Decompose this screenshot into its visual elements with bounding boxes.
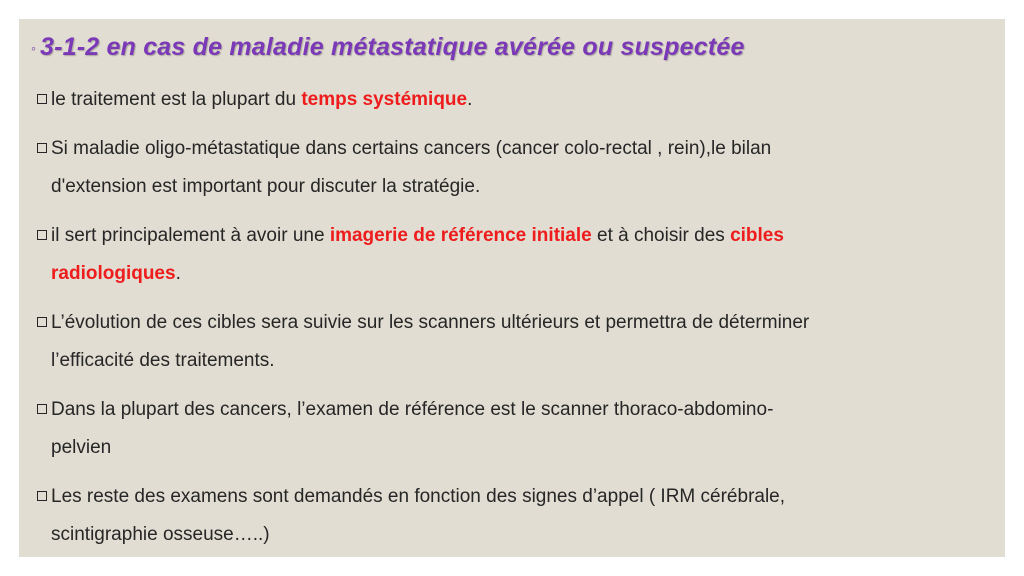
- title-bullet-icon: ◦: [31, 39, 36, 56]
- title-text: 3-1-2 en cas de maladie métastatique avérée ou suspectée: [39, 33, 745, 61]
- bullet-text: il sert principalement à avoir une: [51, 224, 330, 246]
- checkbox-bullet-icon: [37, 491, 47, 501]
- bullet-text: et à choisir des: [591, 224, 731, 246]
- bullet-list: [37, 81, 987, 565]
- highlight-text: imagerie de référence initiale: [329, 224, 592, 246]
- bullet-item-6: [37, 478, 987, 555]
- bullet-text-line-2: d'extension est important pour discuter la stratégie.: [51, 176, 481, 197]
- checkbox-bullet-icon: [37, 404, 47, 414]
- bullet-item-2: [37, 130, 987, 207]
- slide: [19, 19, 1005, 557]
- bullet-item-4: [37, 304, 987, 381]
- bullet-item-5: [37, 391, 987, 468]
- bullet-text-line-1: Les reste des examens sont demandés en fonction des signes d’appel ( IRM cérébrale,: [51, 485, 786, 507]
- highlight-text: cibles: [730, 224, 784, 246]
- highlight-text: temps systémique: [301, 89, 468, 110]
- bullet-text: .: [175, 263, 181, 284]
- highlight-text: radiologiques: [51, 263, 176, 284]
- bullet-text: .: [467, 89, 473, 110]
- bullet-item-3: [37, 217, 987, 294]
- bullet-text-line-2: [51, 255, 987, 294]
- bullet-text-line-1: L’évolution de ces cibles sera suivie sur les scanners ultérieurs et permettra de déterminer: [51, 311, 810, 333]
- checkbox-bullet-icon: [37, 94, 47, 104]
- bullet-text: le traitement est la plupart du: [51, 89, 302, 110]
- bullet-text-line-1: Dans la plupart des cancers, l’examen de référence est le scanner thoraco-abdomino-: [51, 398, 774, 420]
- checkbox-bullet-icon: [37, 317, 47, 327]
- bullet-text-line-1: Si maladie oligo-métastatique dans certains cancers (cancer colo-rectal , rein),le bilan: [51, 137, 772, 159]
- checkbox-bullet-icon: [37, 143, 47, 153]
- bullet-text-line-2: l’efficacité des traitements.: [51, 350, 275, 371]
- bullet-text-line-1: [51, 217, 987, 256]
- checkbox-bullet-icon: [37, 230, 47, 240]
- bullet-text-line-2: scintigraphie osseuse…..): [51, 524, 270, 545]
- slide-title: [31, 33, 745, 62]
- bullet-text-line-2: pelvien: [51, 437, 112, 458]
- bullet-item-1: [37, 81, 987, 120]
